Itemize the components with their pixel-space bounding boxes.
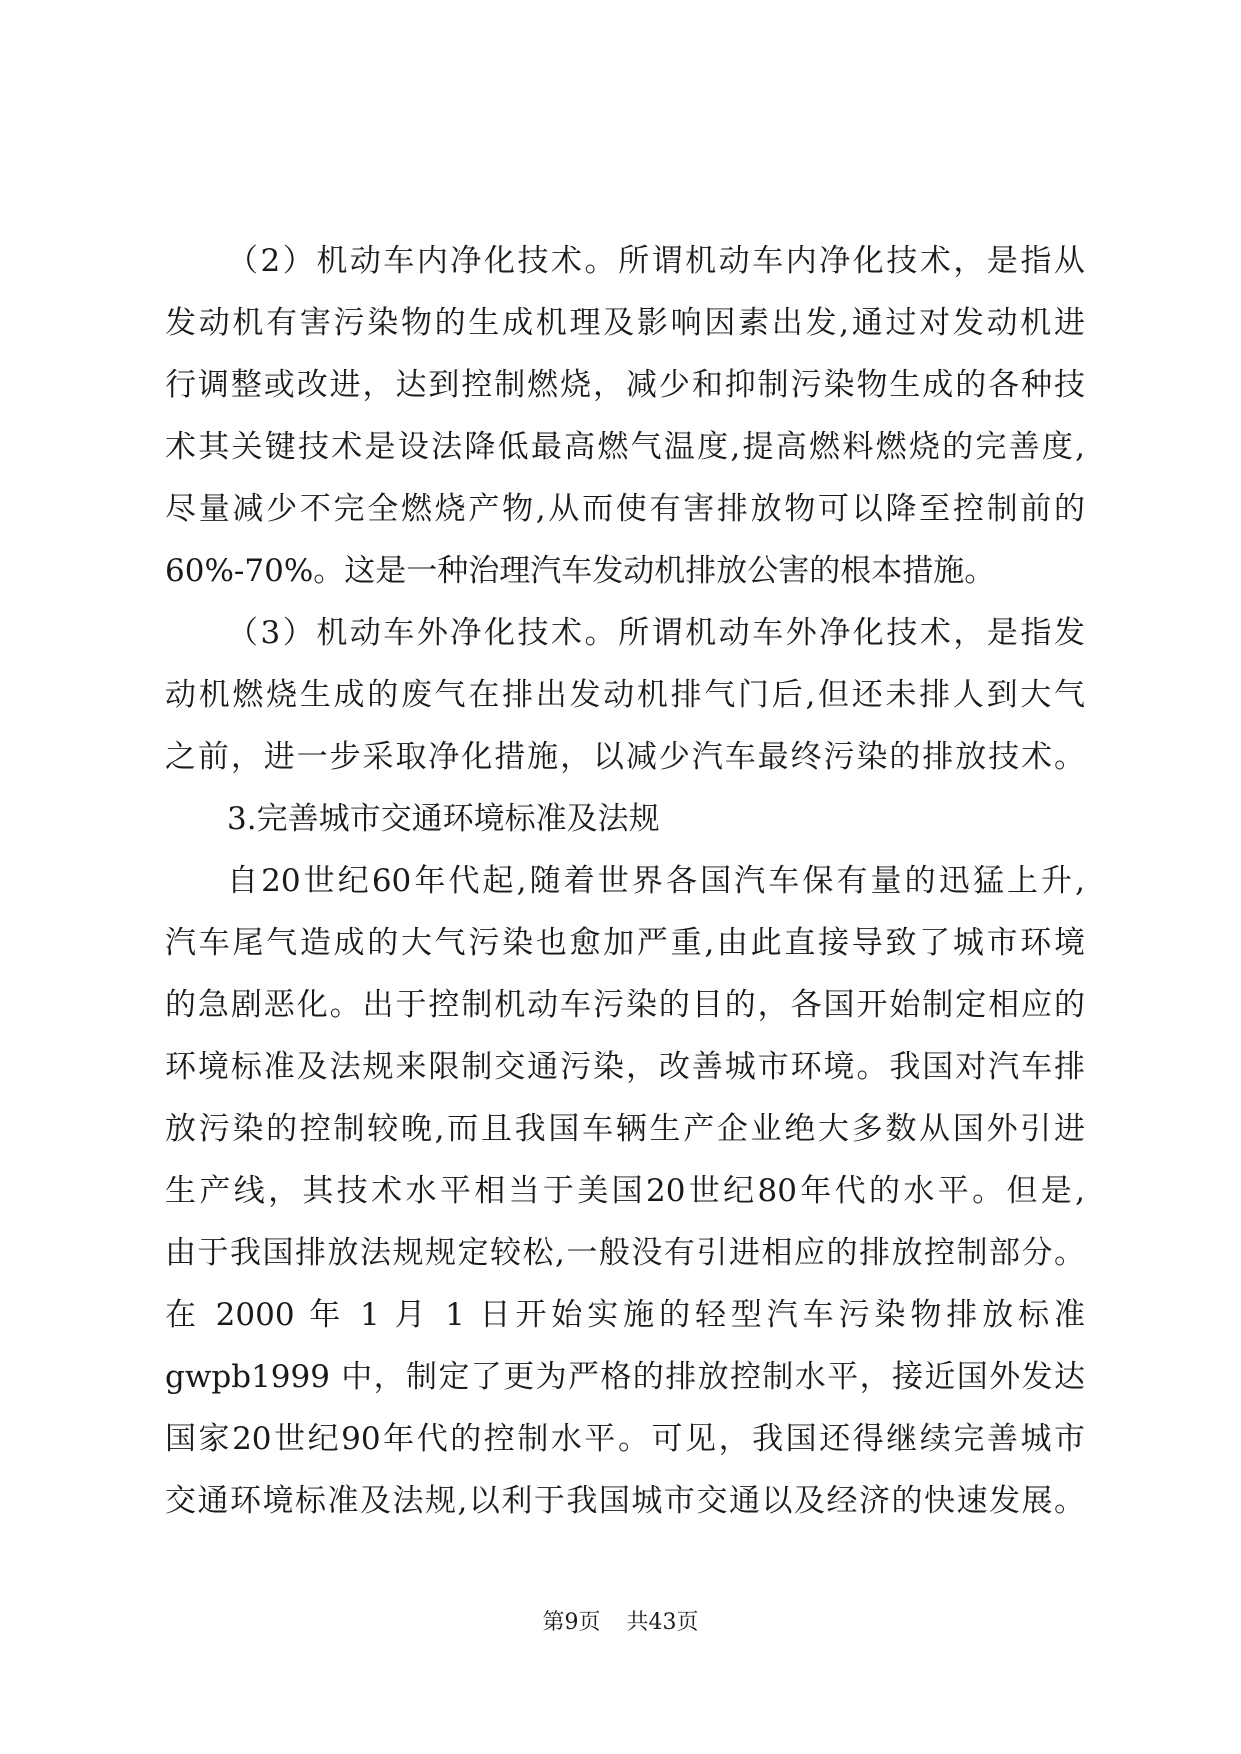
text-line: 的急剧恶化。出于控制机动车污染的目的，各国开始制定相应的 bbox=[165, 987, 1085, 1023]
text-line: 自20世纪60年代起,随着世界各国汽车保有量的迅猛上升, bbox=[227, 863, 1085, 899]
text-line: （2）机动车内净化技术。所谓机动车内净化技术，是指从 bbox=[227, 243, 1085, 279]
paragraph-external-purification bbox=[165, 602, 1085, 788]
paragraph-standards-regulations bbox=[165, 850, 1085, 1532]
text-line: 放污染的控制较晚,而且我国车辆生产企业绝大多数从国外引进 bbox=[165, 1111, 1085, 1147]
heading-line: 3.完善城市交通环境标准及法规 bbox=[227, 801, 660, 837]
body-text bbox=[165, 230, 1085, 1532]
text-line: gwpb1999 中，制定了更为严格的排放控制水平，接近国外发达 bbox=[165, 1359, 1085, 1395]
paragraph-in-engine-purification bbox=[165, 230, 1085, 602]
text-line: 之前，进一步采取净化措施，以减少汽车最终污染的排放技术。 bbox=[165, 739, 1085, 775]
text-line: 生产线，其技术水平相当于美国20世纪80年代的水平。但是, bbox=[165, 1173, 1085, 1209]
text-line: 汽车尾气造成的大气污染也愈加严重,由此直接导致了城市环境 bbox=[165, 925, 1085, 961]
text-line: 60%-70%。这是一种治理汽车发动机排放公害的根本措施。 bbox=[165, 553, 996, 589]
page-footer bbox=[0, 1608, 1241, 1638]
text-line: （3）机动车外净化技术。所谓机动车外净化技术，是指发 bbox=[227, 615, 1085, 651]
text-line: 发动机有害污染物的生成机理及影响因素出发,通过对发动机进 bbox=[165, 305, 1085, 341]
text-line: 由于我国排放法规规定较松,一般没有引进相应的排放控制部分。 bbox=[165, 1235, 1085, 1271]
text-line: 动机燃烧生成的废气在排出发动机排气门后,但还未排人到大气 bbox=[165, 677, 1085, 713]
section-heading bbox=[165, 788, 1085, 850]
text-line: 交通环境标准及法规,以利于我国城市交通以及经济的快速发展。 bbox=[165, 1483, 1085, 1519]
page-total: 共43页 bbox=[626, 1610, 699, 1635]
text-line: 环境标准及法规来限制交通污染，改善城市环境。我国对汽车排 bbox=[165, 1049, 1085, 1085]
text-line: 行调整或改进，达到控制燃烧，减少和抑制污染物生成的各种技 bbox=[165, 367, 1085, 403]
text-line: 术其关键技术是设法降低最高燃气温度,提高燃料燃烧的完善度, bbox=[165, 429, 1085, 465]
text-line: 国家20世纪90年代的控制水平。可见，我国还得继续完善城市 bbox=[165, 1421, 1085, 1457]
page-number: 第9页 bbox=[542, 1610, 601, 1635]
text-line: 在 2000 年 1 月 1 日开始实施的轻型汽车污染物排放标准 bbox=[165, 1297, 1085, 1333]
text-line: 尽量减少不完全燃烧产物,从而使有害排放物可以降至控制前的 bbox=[165, 491, 1085, 527]
